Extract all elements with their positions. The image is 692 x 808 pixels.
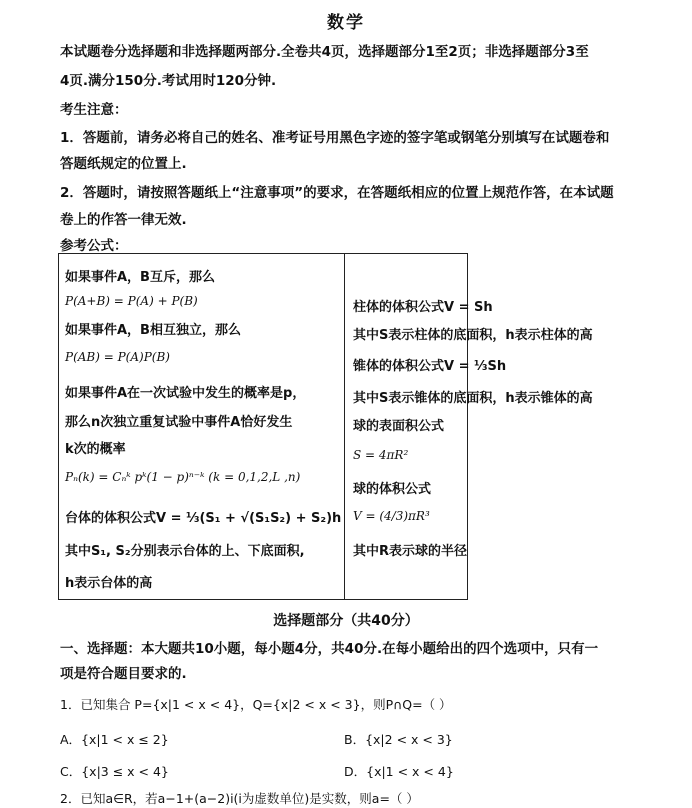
formula-right-2: 其中S表示柱体的底面积，h表示柱体的高 [353, 328, 593, 343]
notice-1-line-2: 答题纸规定的位置上. [60, 156, 187, 172]
formula-left-9: 台体的体积公式V = ⅓(S₁ + √(S₁S₂) + S₂)h [65, 511, 342, 526]
intro-line-2: 4页.满分150分.考试用时120分钟. [60, 73, 277, 89]
question-1-option-b: B．{x|2 < x < 3} [344, 732, 453, 747]
formula-left-4: P(AB) = P(A)P(B) [65, 350, 170, 364]
formula-heading: 参考公式： [60, 238, 128, 254]
formula-right-8: V = (4/3)πR³ [353, 509, 430, 523]
formula-left-1: 如果事件A，B互斥，那么 [65, 270, 215, 285]
notice-1-line-1: 1．答题前，请务必将自己的姓名、准考证号用黑色字迹的签字笔或钢笔分别填写在试题卷和 [60, 130, 610, 146]
question-2-stem: 2．已知a∈R，若a−1+(a−2)i(i为虚数单位)是实数，则a=（ ） [60, 791, 419, 806]
formula-table-divider [344, 254, 345, 599]
formula-right-7: 球的体积公式 [353, 482, 432, 497]
formula-left-8: Pₙ(k) = Cₙᵏ pᵏ(1 − p)ⁿ⁻ᵏ (k = 0,1,2,L ,n) [65, 470, 301, 484]
notice-heading: 考生注意： [60, 102, 128, 118]
formula-right-9: 其中R表示球的半径 [353, 544, 468, 559]
formula-left-10: 其中S₁, S₂分别表示台体的上、下底面积, [65, 544, 305, 559]
formula-right-3: 锥体的体积公式V = ⅓Sh [353, 359, 507, 374]
question-1-stem: 1．已知集合 P={x|1 < x < 4}，Q={x|2 < x < 3}，则P∩Q=（ ） [60, 697, 452, 712]
formula-right-5: 球的表面积公式 [353, 419, 445, 434]
formula-left-5: 如果事件A在一次试验中发生的概率是p， [65, 386, 306, 401]
formula-left-6: 那么n次独立重复试验中事件A恰好发生 [65, 415, 293, 430]
formula-right-4: 其中S表示锥体的底面积，h表示锥体的高 [353, 391, 593, 406]
formula-left-3: 如果事件A，B相互独立，那么 [65, 323, 241, 338]
formula-table [58, 253, 593, 600]
page-title: 数学 [327, 13, 365, 33]
section-desc-2: 项是符合题目要求的. [60, 666, 187, 682]
notice-2-line-1: 2．答题时，请按照答题纸上“注意事项”的要求，在答题纸相应的位置上规范作答，在本试题 [60, 185, 614, 201]
intro-line-1: 本试题卷分选择题和非选择题两部分.全卷共4页，选择题部分1至2页；非选择题部分3至 [60, 44, 589, 60]
question-1-option-d: D．{x|1 < x < 4} [344, 764, 454, 779]
question-1-option-a: A．{x|1 < x ≤ 2} [60, 732, 169, 747]
section-desc-1: 一、选择题：本大题共10小题，每小题4分，共40分.在每小题给出的四个选项中，只有一 [60, 641, 599, 657]
formula-right-1: 柱体的体积公式V = Sh [353, 300, 493, 315]
formula-left-7: k次的概率 [65, 442, 126, 457]
formula-left-11: h表示台体的高 [65, 576, 153, 591]
section-title: 选择题部分（共40分） [273, 613, 419, 629]
question-1-option-c: C．{x|3 ≤ x < 4} [60, 764, 169, 779]
formula-left-2: P(A+B) = P(A) + P(B) [65, 294, 198, 308]
notice-2-line-2: 卷上的作答一律无效. [60, 212, 187, 228]
formula-right-6: S = 4πR² [353, 448, 409, 462]
